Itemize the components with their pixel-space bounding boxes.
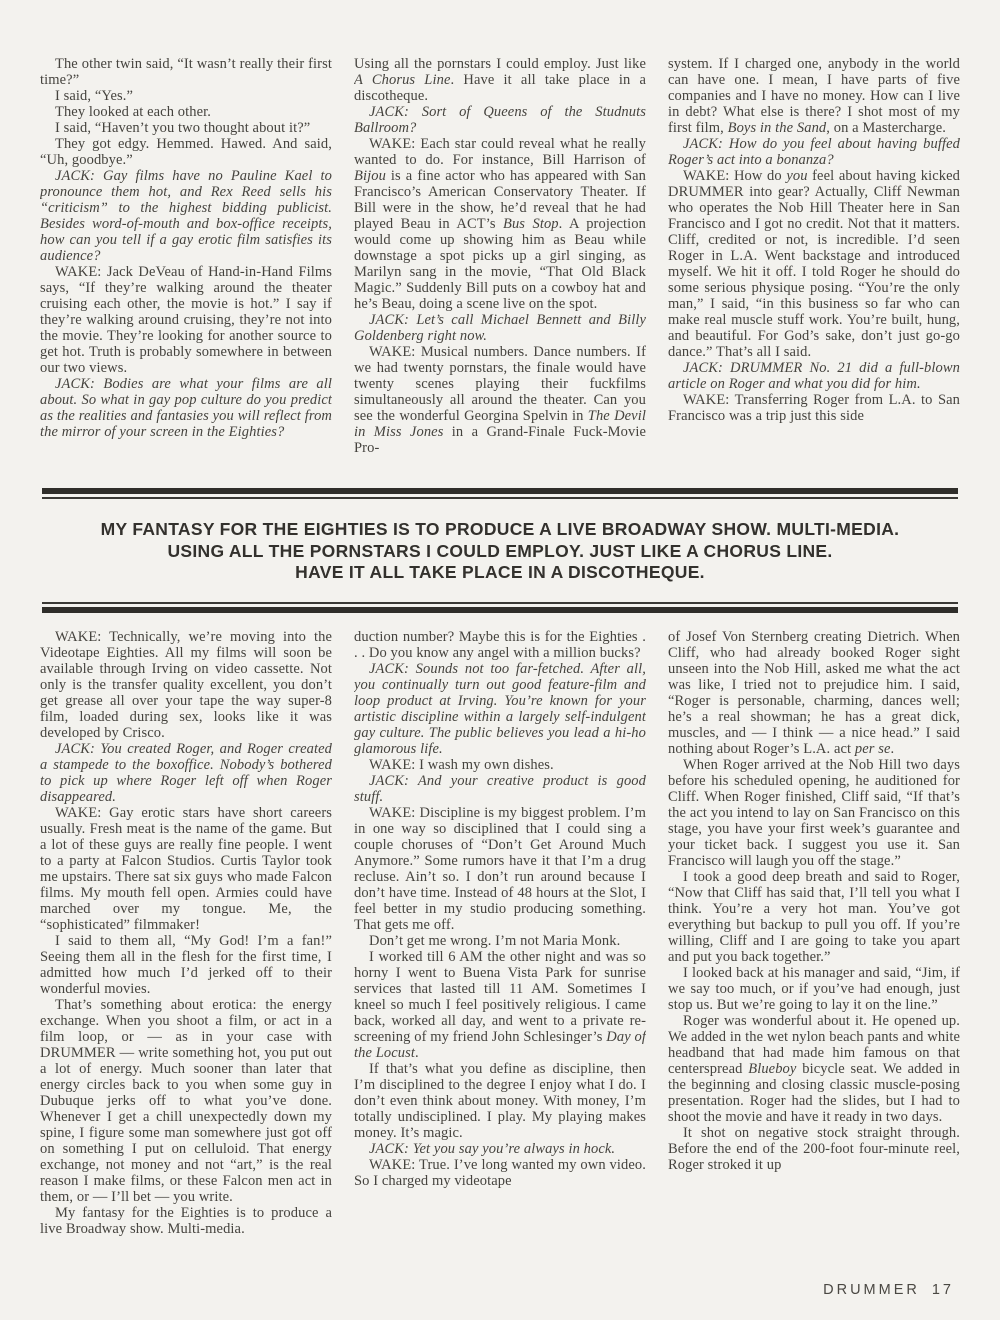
- body-text: JACK: Let’s call Michael Bennett and Billy Goldenberg right now.: [354, 312, 646, 344]
- emphasized-text: A Chorus Line: [354, 72, 451, 88]
- interview-question: [354, 1141, 646, 1157]
- body-text: .: [890, 740, 895, 757]
- emphasized-text: Bijou: [354, 168, 386, 184]
- interview-question: [354, 104, 646, 136]
- emphasized-text: Bus Stop: [503, 216, 559, 232]
- body-text: I worked till 6 AM the other night and was so horny I went to Buena Vista Park for sunrise services that lasted till 11 AM. Sometimes I kneel so much I feel positively religious. I came back, worked all day, and went to a private re-screening of my friend John Schlesinger’s: [354, 948, 646, 1045]
- interview-answer: [668, 168, 960, 360]
- body-text: JACK: And your creative product is good stuff.: [354, 772, 646, 805]
- interview-answer: [40, 120, 332, 136]
- interview-answer: [354, 949, 646, 1061]
- body-text: JACK: Bodies are what your films are all about. So what in gay pop culture do you predict as the realities and fantasies you will reflect from the mirror of your screen in the Eighties?: [40, 376, 332, 440]
- interview-answer: [40, 629, 332, 741]
- emphasized-text: Boys in the Sand: [727, 120, 827, 136]
- body-text: WAKE: Gay erotic stars have short careers usually. Fresh meat is the name of the game. But a lot of these guys are really fine people. I went to a party at Falcon Studios. Curtis Taylor took me upstairs. There sat six guys who made Falcon films. My mouth fell open. Armies could have marched over my tongue. Me, the “sophisticated” filmmaker!: [40, 804, 332, 933]
- interview-answer: [668, 869, 960, 965]
- body-text: . A projection would come up showing him as Beau while downstage a spot picks up a girl singing, as Marilyn sang in the movie, “That Old Black Magic.” Suddenly Bill puts on a cowboy hat and he’s Beau, doing a scene live on the spot.: [354, 216, 646, 312]
- top-middle-column: [354, 56, 646, 488]
- interview-answer: [668, 1013, 960, 1125]
- interview-answer: [668, 965, 960, 1013]
- interview-answer: [668, 392, 960, 424]
- body-text: I said, “Yes.”: [55, 88, 134, 104]
- body-text: .: [415, 1044, 419, 1061]
- top-section: [0, 0, 1000, 488]
- interview-answer: [354, 136, 646, 312]
- body-text: Roger was wonderful about it. He opened up. We added in the wet nylon beach pants and white headband that had made him famous on that centerspread: [668, 1012, 960, 1077]
- body-text: in a Grand-Finale Fuck-Movie Pro-: [354, 424, 646, 456]
- body-text: JACK: You created Roger, and Roger created a stampede to the boxoffice. Nobody’s bothered to pick up where Roger left off when Roger disappeared.: [40, 740, 332, 805]
- body-text: , on a Mastercharge.: [826, 120, 946, 136]
- bottom-right-column: [668, 629, 960, 1313]
- body-text: The other twin said, “It wasn’t really their first time?”: [40, 56, 332, 88]
- magazine-title: DRUMMER: [823, 1282, 920, 1298]
- body-text: I said to them all, “My God! I’m a fan!” Seeing them all in the flesh for the first time, I admitted how much I’d jerked off to their wonderful movies.: [40, 932, 332, 997]
- body-text: of Josef Von Sternberg creating Dietrich. When Cliff, who had already booked Roger sight unseen into the Nob Hill, asked me what the act was like, I tried not to prejudice him. I said, “Roger is personable, charming, dances well; he’s a real showman; he has a great dick, muscles, and — I think — a nice head.” I said nothing about Roger’s L.A. act: [668, 628, 960, 757]
- body-text: . Have it all take place in a discotheque.: [354, 72, 646, 104]
- body-text: WAKE: Musical numbers. Dance numbers. If we had twenty pornstars, the finale would have twenty scenes playing their fuckfilms simultaneously all around the theater. Can you see the wonderful Georgina Spelvin in: [354, 344, 646, 424]
- emphasized-text: Day of the Locust: [354, 1028, 646, 1061]
- interview-answer: [354, 757, 646, 773]
- body-text: WAKE: Jack DeVeau of Hand-in-Hand Films says, “If they’re walking around the theater cruising each other, the movie is hot.” I say if they’re walking around cruising, they’re not into the movie. They’re looking for another source to get hot. Truth is probably somewhere in between our two views.: [40, 264, 332, 376]
- body-text: duction number? Maybe this is for the Eighties . . . Do you know any angel with a million bucks?: [354, 628, 646, 661]
- pull-quote-line: HAVE IT ALL TAKE PLACE IN A DISCOTHEQUE.: [295, 562, 705, 582]
- body-text: If that’s what you define as discipline, then I’m disciplined to the degree I enjoy what I do. I don’t even think about money. With money, I’m totally undisciplined. I play. My playing makes money. It’s magic.: [354, 1060, 646, 1141]
- body-text: system. If I charged one, anybody in the world can have one. I mean, I have parts of five companies and I have no money. How can I live in debt? What else is there? I shot most of my first film,: [668, 56, 960, 136]
- interview-answer: [40, 805, 332, 933]
- body-text: I looked back at his manager and said, “Jim, if we say too much, or if you’ve had enough, just stop us. But we’re going to lay it on the line.”: [668, 964, 960, 1013]
- body-text: JACK: How do you feel about having buffed Roger’s act into a bonanza?: [668, 136, 960, 168]
- body-text: I said, “Haven’t you two thought about it?”: [55, 120, 311, 136]
- body-text: JACK: Yet you say you’re always in hock.: [369, 1140, 616, 1157]
- body-text: JACK: Sounds not too far-fetched. After all, you continually turn out good feature-film and loop product at Irving. You’re known for your artistic discipline within a largely self-indulgent gay culture. The public believes you lead a hi-ho glamorous life.: [354, 660, 646, 757]
- emphasized-text: you: [786, 168, 808, 184]
- body-text: They looked at each other.: [55, 104, 211, 120]
- body-text: That’s something about erotica: the energy exchange. When you shoot a film, or act in a film loop, or — as in your case with DRUMMER — write something hot, you put out a lot of energy. Much sooner than later that energy circles back to you when some guy in Dubuque jerks off to what you’ve done. Whenever I get a chill unexpectedly down my spine, I figure some man somewhere just got off on something I put on celluloid. That energy exchange, not money and not “art,” is the real reason I make films, or these Falcon men act in them, or — I’ll bet — you write.: [40, 996, 332, 1205]
- interview-answer: [354, 1061, 646, 1141]
- interview-answer: [354, 1157, 646, 1189]
- body-text: I took a good deep breath and said to Roger, “Now that Cliff has said that, I’ll tell you what I think. You’re a very hot man. You’ve got everything but backup to pull you off. If you’re willing, Cliff and I are going to take you apart and put you back together.”: [668, 868, 960, 965]
- interview-answer: [40, 56, 332, 88]
- bottom-section: [0, 613, 1000, 1313]
- pull-quote-line: MY FANTASY FOR THE EIGHTIES IS TO PRODUCE A LIVE BROADWAY SHOW. MULTI-MEDIA.: [100, 519, 900, 539]
- interview-answer: [40, 264, 332, 376]
- pull-quote-line: USING ALL THE PORNSTARS I COULD EMPLOY. JUST LIKE A CHORUS LINE.: [167, 540, 833, 561]
- interview-answer: [40, 88, 332, 104]
- top-left-column: [40, 56, 332, 488]
- interview-question: [40, 741, 332, 805]
- body-text: WAKE: True. I’ve long wanted my own video. So I charged my videotape: [354, 1156, 646, 1189]
- interview-answer: [354, 805, 646, 933]
- interview-answer: [40, 104, 332, 120]
- body-text: Using all the pornstars I could employ. Just like: [354, 56, 646, 72]
- interview-question: [354, 773, 646, 805]
- emphasized-text: per se: [854, 740, 891, 757]
- pull-quote: [42, 499, 958, 602]
- interview-question: [354, 661, 646, 757]
- body-text: When Roger arrived at the Nob Hill two days before his scheduled opening, he auditioned for Cliff. When Roger finished, Cliff said, “If that’s the act you intend to lay on San Francisco on this stage, you have your first week’s guarantee and your ticket back. I suggest you use it. San Francisco will laugh you off the stage.”: [668, 756, 960, 869]
- body-text: JACK: Sort of Queens of the Studnuts Ballroom?: [354, 104, 646, 136]
- bottom-left-column: [40, 629, 332, 1313]
- top-right-column: [668, 56, 960, 488]
- body-text: They got edgy. Hemmed. Hawed. And said, “Uh, goodbye.”: [40, 136, 332, 168]
- page-footer: [823, 1282, 954, 1298]
- interview-answer: [40, 933, 332, 997]
- body-text: WAKE: I wash my own dishes.: [369, 756, 554, 773]
- body-text: feel about having kicked DRUMMER into gear? Actually, Cliff Newman who operates the Nob Hill Theater here in San Francisco and I got no credit. Not that it matters. Cliff, credited or not, is incredible. I’d seen Roger in L.A. Went backstage and introduced myself. We hit it off. I told Roger he should do some serious physique posing. “You’re the only man,” I said, “in this business so far who can make real muscle stuff work. You’re built, hung, and beautiful. For God’s sake, don’t just go-go dance.” That’s all I said.: [668, 168, 960, 360]
- body-text: WAKE: Transferring Roger from L.A. to San Francisco was a trip just this side: [668, 392, 960, 424]
- body-text: It shot on negative stock straight through. Before the end of the 200-foot four-minute reel, Roger stroked it up: [668, 1124, 960, 1173]
- interview-answer: [668, 757, 960, 869]
- interview-answer: [354, 344, 646, 456]
- interview-question: [668, 360, 960, 392]
- body-text: Don’t get me wrong. I’m not Maria Monk.: [369, 932, 621, 949]
- body-text: My fantasy for the Eighties is to produce a live Broadway show. Multi-media.: [40, 1204, 332, 1237]
- interview-answer: [40, 997, 332, 1205]
- body-text: JACK: Gay films have no Pauline Kael to pronounce them hot, and Rex Reed sells his “criticism” to the highest bidding publicist. Besides word-of-mouth and box-office receipts, how can you tell if a gay erotic film satisfies its audience?: [40, 168, 332, 264]
- body-text: WAKE: Each star could reveal what he really wanted to do. For instance, Bill Harrison of: [354, 136, 646, 168]
- body-text: WAKE: Discipline is my biggest problem. I’m in one way so disciplined that I could sing a couple choruses of “Don’t Get Around Much Anymore.” Some rumors have it that I’m a drug recluse. Ain’t so. I don’t run around because I don’t have time. Instead of 48 hours at the Slot, I feel better in my studio producing something. That gets me off.: [354, 804, 646, 933]
- interview-answer: [40, 1205, 332, 1237]
- bottom-middle-column: [354, 629, 646, 1313]
- interview-answer: [668, 56, 960, 136]
- emphasized-text: The Devil in Miss Jones: [354, 408, 646, 440]
- interview-question: [40, 168, 332, 264]
- page-number: 17: [931, 1282, 954, 1298]
- body-text: JACK: DRUMMER No. 21 did a full-blown article on Roger and what you did for him.: [668, 360, 960, 392]
- interview-answer: [354, 933, 646, 949]
- interview-answer: [668, 629, 960, 757]
- pull-quote-block: [42, 488, 958, 613]
- interview-answer: [40, 136, 332, 168]
- body-text: bicycle seat. We added in the beginning and closing classic muscle-posing presentation. Roger had the slides, but I had to shoot the movie and have it ready in two days.: [668, 1060, 960, 1125]
- interview-answer: [354, 629, 646, 661]
- interview-question: [40, 376, 332, 440]
- emphasized-text: Blueboy: [748, 1060, 797, 1077]
- interview-question: [354, 312, 646, 344]
- interview-answer: [354, 56, 646, 104]
- body-text: WAKE: How do: [683, 168, 787, 184]
- body-text: is a fine actor who has appeared with San Francisco’s American Conservatory Theater. If Bill were in the show, he’d reveal that he had played Beau in ACT’s: [354, 168, 646, 232]
- interview-question: [668, 136, 960, 168]
- body-text: WAKE: Technically, we’re moving into the Videotape Eighties. All my films will soon be available through Irving on video cassette. Not only is the transfer quality excellent, you don’t get grease all over your tape the way super-8 film, loaded during sex, looks like it was developed by Crisco.: [40, 628, 332, 741]
- interview-answer: [668, 1125, 960, 1173]
